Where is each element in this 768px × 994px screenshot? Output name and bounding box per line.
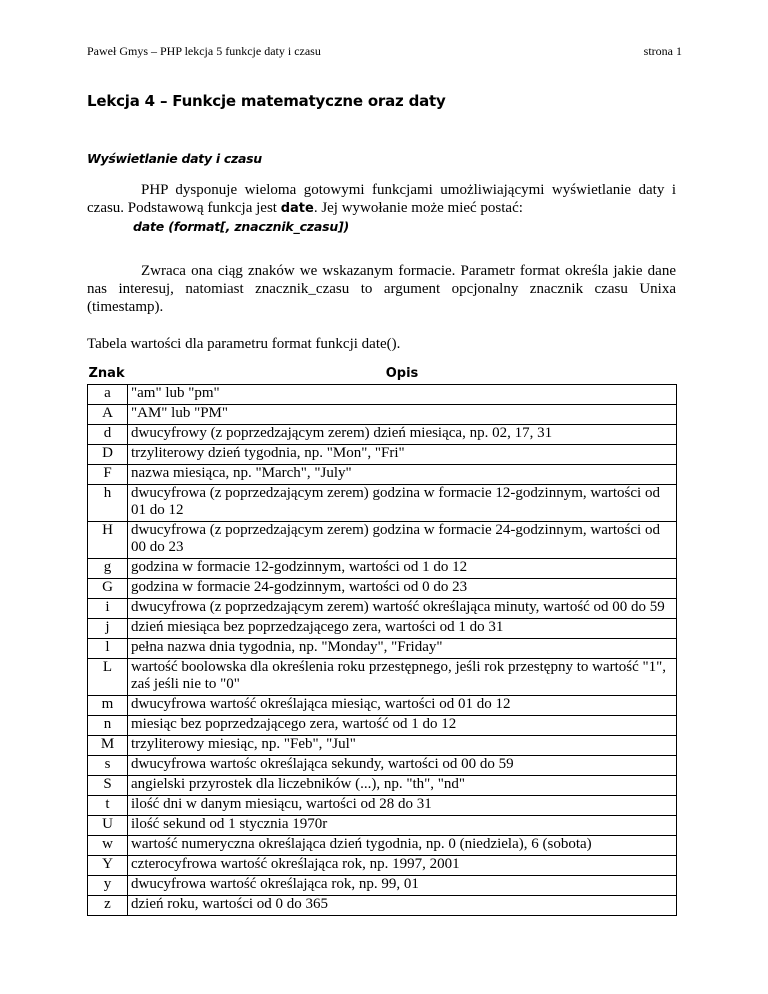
section-title: Wyświetlanie daty i czasu <box>87 151 262 166</box>
format-description: godzina w formacie 12-godzinnym, wartości od 1 do 12 <box>128 559 677 579</box>
table-row <box>88 559 677 579</box>
format-char: n <box>88 716 128 736</box>
table-row <box>88 659 677 696</box>
format-char: i <box>88 599 128 619</box>
table-row <box>88 445 677 465</box>
format-description: wartość boolowska dla określenia roku przestępnego, jeśli rok przestępny to wartość "1", zaś jeśli nie to "0" <box>128 659 677 696</box>
table-row <box>88 599 677 619</box>
table-row <box>88 619 677 639</box>
format-description: dwucyfrowa wartośc określająca sekundy, wartości od 00 do 59 <box>128 756 677 776</box>
format-char: w <box>88 836 128 856</box>
table-row <box>88 796 677 816</box>
format-description: dwucyfrowa (z poprzedzającym zerem) godzina w formacie 12-godzinnym, wartości od 01 do 12 <box>128 485 677 522</box>
format-char: F <box>88 465 128 485</box>
table-body <box>88 385 677 916</box>
table-row <box>88 425 677 445</box>
format-char: d <box>88 425 128 445</box>
table-row <box>88 696 677 716</box>
format-char: U <box>88 816 128 836</box>
page-number: strona 1 <box>643 44 682 58</box>
format-char: g <box>88 559 128 579</box>
header-znak: Znak <box>88 364 128 385</box>
table-row <box>88 385 677 405</box>
function-name: date <box>280 201 314 216</box>
description-text: Zwraca ona ciąg znaków we wskazanym formacie. Parametr format określa jakie dane nas interesuj, natomiast znacznik_czasu to argument opcjonalny znacznik czasu Unixa (timestamp). <box>87 263 676 315</box>
format-char: m <box>88 696 128 716</box>
format-char: M <box>88 736 128 756</box>
table-row <box>88 776 677 796</box>
format-char: S <box>88 776 128 796</box>
format-char: j <box>88 619 128 639</box>
table-row <box>88 465 677 485</box>
format-char: Y <box>88 856 128 876</box>
format-char: l <box>88 639 128 659</box>
table-row <box>88 756 677 776</box>
format-description: nazwa miesiąca, np. "March", "July" <box>128 465 677 485</box>
description-paragraph <box>87 262 676 316</box>
table-row <box>88 836 677 856</box>
table-row <box>88 405 677 425</box>
format-description: "am" lub "pm" <box>128 385 677 405</box>
intro-text-after: . Jej wywołanie może mieć postać: <box>313 200 523 216</box>
table-row <box>88 522 677 559</box>
intro-paragraph <box>87 181 676 236</box>
format-char: H <box>88 522 128 559</box>
format-description: miesiąc bez poprzedzającego zera, wartość od 1 do 12 <box>128 716 677 736</box>
format-description: dwucyfrowy (z poprzedzającym zerem) dzień miesiąca, np. 02, 17, 31 <box>128 425 677 445</box>
format-description: trzyliterowy miesiąc, np. "Feb", "Jul" <box>128 736 677 756</box>
table-row <box>88 736 677 756</box>
format-char: a <box>88 385 128 405</box>
function-signature: date (format[, znacznik_czasu]) <box>133 219 350 234</box>
format-description: czterocyfrowa wartość określająca rok, np. 1997, 2001 <box>128 856 677 876</box>
format-description: ilość dni w danym miesiącu, wartości od 28 do 31 <box>128 796 677 816</box>
format-description: "AM" lub "PM" <box>128 405 677 425</box>
format-char: t <box>88 796 128 816</box>
format-description: trzyliterowy dzień tygodnia, np. "Mon", "Fri" <box>128 445 677 465</box>
format-description: dzień roku, wartości od 0 do 365 <box>128 896 677 916</box>
format-description: godzina w formacie 24-godzinnym, wartości od 0 do 23 <box>128 579 677 599</box>
table-header-row <box>88 364 677 385</box>
format-char: y <box>88 876 128 896</box>
format-description: angielski przyrostek dla liczebników (...), np. "th", "nd" <box>128 776 677 796</box>
table-row <box>88 876 677 896</box>
format-table <box>87 364 677 916</box>
table-row <box>88 716 677 736</box>
format-description: wartość numeryczna określająca dzień tygodnia, np. 0 (niedziela), 6 (sobota) <box>128 836 677 856</box>
format-char: G <box>88 579 128 599</box>
format-description: pełna nazwa dnia tygodnia, np. "Monday", "Friday" <box>128 639 677 659</box>
table-row <box>88 856 677 876</box>
format-description: dwucyfrowa (z poprzedzającym zerem) godzina w formacie 24-godzinnym, wartości od 00 do 23 <box>128 522 677 559</box>
format-char: h <box>88 485 128 522</box>
page-header-left: Paweł Gmys – PHP lekcja 5 funkcje daty i czasu <box>87 44 321 58</box>
format-description: dwucyfrowa wartość określająca miesiąc, wartości od 01 do 12 <box>128 696 677 716</box>
table-row <box>88 579 677 599</box>
format-description: ilość sekund od 1 stycznia 1970r <box>128 816 677 836</box>
format-char: L <box>88 659 128 696</box>
header-opis: Opis <box>128 364 677 385</box>
format-description: dwucyfrowa wartość określająca rok, np. 99, 01 <box>128 876 677 896</box>
format-description: dzień miesiąca bez poprzedzającego zera, wartości od 1 do 31 <box>128 619 677 639</box>
intro-text-before: PHP dysponuje wieloma gotowymi funkcjami umożliwiającymi wyświetlanie daty i czasu. Podstawową funkcja jest <box>87 182 676 216</box>
format-char: D <box>88 445 128 465</box>
table-caption: Tabela wartości dla parametru format funkcji date(). <box>87 336 401 352</box>
table-row <box>88 485 677 522</box>
table-row <box>88 639 677 659</box>
format-char: A <box>88 405 128 425</box>
table-row <box>88 816 677 836</box>
format-description: dwucyfrowa (z poprzedzającym zerem) wartość określająca minuty, wartość od 00 do 59 <box>128 599 677 619</box>
format-char: z <box>88 896 128 916</box>
table-row <box>88 896 677 916</box>
lesson-title: Lekcja 4 – Funkcje matematyczne oraz daty <box>87 92 446 110</box>
format-char: s <box>88 756 128 776</box>
